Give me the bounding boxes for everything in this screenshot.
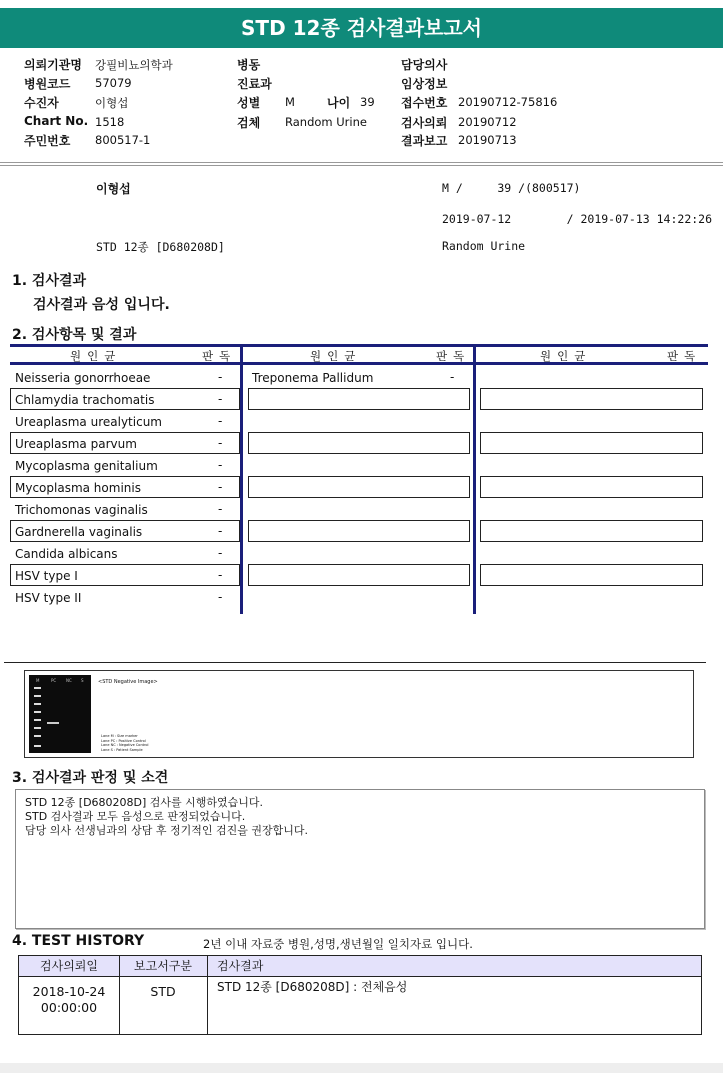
pathogen-result: - [218, 590, 223, 604]
header-value: 39 [360, 95, 375, 109]
gel-band [34, 727, 41, 729]
gel-band [34, 735, 41, 737]
table-row [480, 388, 703, 410]
pathogen-name: Mycoplasma hominis [15, 481, 141, 495]
header-divider [0, 162, 723, 166]
pathogen-name: Chlamydia trachomatis [15, 393, 155, 407]
pathogen-name: Ureaplasma parvum [15, 437, 137, 451]
gel-image-box [24, 670, 694, 758]
table-row [248, 520, 470, 542]
history-col-header: 보고서구분 [119, 956, 207, 976]
lane-label: NC [66, 678, 72, 683]
pathogen-name: Neisseria gonorrhoeae [15, 371, 151, 385]
overall-result: 검사결과 음성 입니다. [33, 297, 170, 313]
header-value: 20190713 [458, 133, 517, 147]
history-report-type: STD [150, 984, 176, 999]
table-row [248, 388, 470, 410]
header-value: 이형섭 [95, 96, 129, 110]
header-label: 나이 [327, 96, 351, 110]
gel-legend-item: Lane NC : Negative Control [101, 743, 149, 747]
report-title: STD 12종 검사결과보고서 [0, 8, 723, 48]
header-label: 주민번호 [24, 134, 71, 148]
col-header-pathogen: 원인균 [310, 349, 362, 363]
pathogen-name: Candida albicans [15, 547, 118, 561]
section-3-title: 3. 검사결과 판정 및 소견 [12, 770, 169, 786]
gel-legend-item: Lane PC : Positive Control [101, 738, 146, 743]
table-row [480, 476, 703, 498]
pathogen-name: Mycoplasma genitalium [15, 459, 158, 473]
pathogen-result: - [218, 502, 223, 516]
section-1-title: 1. 검사결과 [12, 273, 87, 289]
header-label: 병동 [237, 58, 261, 72]
sex-age-line: M / 39 /(800517) [442, 181, 581, 195]
date-line: 2019-07-12 / 2019-07-13 14:22:26 [442, 212, 713, 226]
gel-band [34, 711, 41, 713]
opinion-line: STD 12종 [D680208D] 검사를 시행하였습니다. [25, 796, 264, 809]
pathogen-result: - [218, 392, 223, 406]
header-value: 57079 [95, 76, 132, 90]
pathogen-name: HSV type I [15, 569, 78, 583]
table-row [248, 564, 470, 586]
pathogen-result: - [218, 458, 223, 472]
pathogen-name: Gardnerella vaginalis [15, 525, 143, 539]
header-label: 검사의뢰 [401, 116, 448, 130]
history-table [18, 955, 702, 1035]
header-label: 진료과 [237, 77, 272, 91]
table-divider [240, 344, 243, 614]
history-result: STD 12종 [D680208D] : 전체음성 [217, 980, 408, 994]
opinion-line: STD 검사결과 모두 음성으로 판정되었습니다. [25, 810, 246, 823]
header-value: Random Urine [285, 115, 367, 129]
history-col-header: 검사결과 [207, 956, 701, 976]
lane-label: M [36, 678, 40, 683]
pathogen-result: - [218, 414, 223, 428]
header-value: 800517-1 [95, 133, 151, 147]
table-row [480, 520, 703, 542]
table-row [248, 432, 470, 454]
pathogen-result: - [218, 480, 223, 494]
header-value: M [285, 95, 295, 109]
history-time: 00:00:00 [40, 1000, 98, 1015]
results-table [10, 344, 708, 614]
section-4-title: 4. TEST HISTORY [12, 933, 145, 949]
header-label: 결과보고 [401, 134, 448, 148]
patient-name: 이형섭 [96, 182, 131, 196]
history-note: 2년 이내 자료중 병원,성명,생년월일 일치자료 입니다. [203, 937, 473, 951]
gel-band [47, 722, 59, 724]
section-2-title: 2. 검사항목 및 결과 [12, 327, 137, 343]
header-label: Chart No. [24, 114, 89, 128]
table-row [480, 432, 703, 454]
pathogen-name: HSV type II [15, 591, 82, 605]
gel-band [34, 745, 41, 747]
col-header-judgement: 판독 [667, 349, 702, 363]
table-divider [473, 344, 476, 614]
gel-caption: <STD Negative Image> [98, 679, 158, 685]
col-header-judgement: 판독 [436, 349, 471, 363]
pathogen-result: - [218, 568, 223, 582]
col-header-pathogen: 원인균 [540, 349, 592, 363]
table-row [248, 476, 470, 498]
gel-band [34, 695, 41, 697]
opinion-line: 담당 의사 선생님과의 상담 후 정기적인 검진을 권장합니다. [25, 824, 308, 837]
pathogen-name: Treponema Pallidum [252, 371, 374, 385]
header-label: 병원코드 [24, 77, 71, 91]
opinion-box [15, 789, 705, 929]
header-label: 검체 [237, 116, 261, 130]
page-footer [0, 1063, 723, 1073]
col-header-pathogen: 원인균 [70, 349, 122, 363]
pathogen-name: Trichomonas vaginalis [15, 503, 148, 517]
lane-label: PC [51, 678, 57, 683]
header-value: 20190712-75816 [458, 95, 558, 109]
pathogen-result: - [218, 546, 223, 560]
gel-band [34, 687, 41, 689]
pathogen-result: - [450, 370, 455, 384]
history-header-rule [19, 976, 701, 977]
header-label: 의뢰기관명 [24, 58, 82, 72]
lane-label: S [81, 678, 84, 683]
summary-specimen: Random Urine [442, 239, 526, 253]
header-label: 임상정보 [401, 77, 448, 91]
history-date: 2018-10-24 [32, 984, 106, 999]
header-label: 접수번호 [401, 96, 448, 110]
pathogen-result: - [218, 524, 223, 538]
gel-legend-item: Lane S : Patient Sample [101, 747, 143, 752]
gel-band [34, 703, 41, 705]
col-header-judgement: 판독 [202, 349, 237, 363]
gel-band [34, 719, 41, 721]
gel-legend-item: Lane M : Size marker [101, 734, 138, 738]
section-divider [4, 662, 706, 663]
table-rule [10, 344, 708, 347]
header-value: 1518 [95, 115, 125, 129]
history-col-divider [207, 956, 208, 1034]
header-value: 20190712 [458, 115, 517, 129]
pathogen-result: - [218, 370, 223, 384]
header-label: 담당의사 [401, 58, 448, 72]
header-label: 수진자 [24, 96, 59, 110]
table-row [480, 564, 703, 586]
pathogen-name: Ureaplasma urealyticum [15, 415, 162, 429]
header-value: 강필비뇨의학과 [95, 58, 173, 72]
test-code: STD 12종 [D680208D] [96, 240, 225, 254]
header-label: 성별 [237, 96, 261, 110]
gel-electrophoresis-image [29, 675, 91, 753]
history-col-header: 검사의뢰일 [19, 956, 119, 976]
pathogen-result: - [218, 436, 223, 450]
gel-legend [101, 734, 149, 752]
